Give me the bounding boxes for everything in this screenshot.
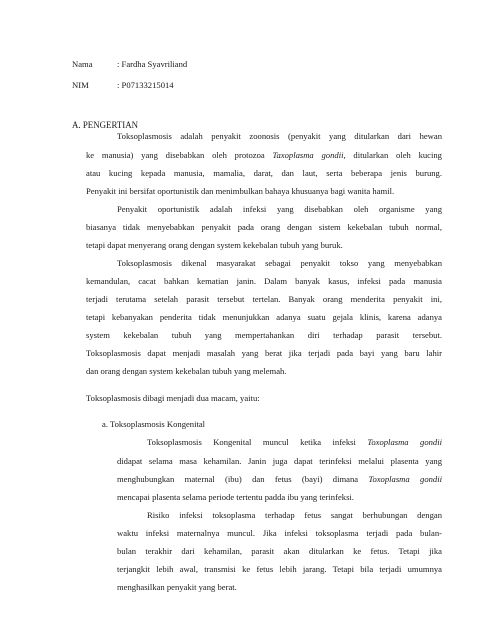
paragraph-line: Toksoplasmosis dikenal masyarakat sebagai penyakit tokso yang menyebabkan [117, 258, 442, 268]
paragraph-line: Toksoplasmosis dibagi menjadi dua macam, yaitu: [86, 393, 260, 403]
paragraph-line: terjangkit lebih awal, transmisi ke fetus lebih jarang. Tetapi bila terjadi umumnya [117, 564, 442, 574]
paragraph-line: menghubungkan maternal (ibu) dan fetus (bayi) dimana Toxoplasma gondii [117, 474, 442, 484]
paragraph-line: tetapi kebanyakan penderita tidak menunjukkan adanya suatu gejala klinis, karena adanya [86, 312, 442, 322]
paragraph-line: mencapai plasenta selama periode tertentu padda ibu yang terinfeksi. [117, 492, 354, 502]
nama-value: : Fardha Syavriliand [117, 59, 188, 69]
nim-value: : P07133215014 [117, 80, 174, 90]
paragraph-line: ke manusia) yang disebabkan oleh protozoa Taxoplasma gondii, ditularkan oleh kucing [86, 150, 442, 160]
paragraph-line: Penyakit ini bersifat oportunistik dan menimbulkan bahaya khusuanya bagi wanita hamil. [86, 186, 395, 196]
paragraph-line: Toksoplasmosis adalah penyakit zoonosis (penyakit yang ditularkan dari hewan [117, 131, 442, 141]
nim-label: NIM [72, 80, 89, 90]
italic-term: Taxoplasma gondii, [272, 150, 346, 160]
nama-label: Nama [72, 59, 93, 69]
paragraph-line: Penyakit oportunistik adalah infeksi yang disebabkan oleh organisme yang [117, 204, 442, 214]
paragraph-line: kemandulan, cacat bahkan kematian janin. Dalam banyak kasus, infeksi pada manusia [86, 276, 442, 286]
paragraph-line: waktu infeksi maternalnya muncul. Jika infeksi toksoplasma terjadi pada bulan- [117, 528, 442, 538]
italic-term: Toxoplasma gondii [368, 474, 442, 484]
paragraph-line: dan orang dengan system kekebalan tubuh yang melemah. [86, 366, 287, 376]
paragraph-line: atau kucing kepada manusia, mamalia, darat, dan laut, serta beberapa jenis burung. [86, 168, 442, 178]
paragraph-line: system kekebalan tubuh yang mempertahankan diri terhadap parasit tersebut. [86, 330, 442, 340]
subsection-heading: a. Toksoplasmosis Kongenital [102, 419, 206, 429]
paragraph-line: Toksoplasmosis Kongenital muncul ketika infeksi Toxoplasma gondii [147, 437, 442, 447]
paragraph-line: bulan terakhir dari kehamilan, parasit akan ditularkan ke fetus. Tetapi jika [117, 546, 442, 556]
paragraph-line: Risiko infeksi toksoplasma terhadap fetus sangat berhubungan dengan [147, 510, 442, 520]
paragraph-line: Toksoplasmosis dapat menjadi masalah yang berat jika terjadi pada bayi yang baru lahir [86, 348, 442, 358]
italic-term: Toxoplasma gondii [367, 437, 442, 447]
paragraph-line: tetapi dapat menyerang orang dengan system kekebalan tubuh yang buruk. [86, 240, 343, 250]
section-heading: A. PENGERTIAN [72, 120, 139, 130]
paragraph-line: menghasilkan penyakit yang berat. [117, 582, 237, 592]
paragraph-line: didapat selama masa kehamilan. Janin juga dapat terinfeksi melalui plasenta yang [117, 456, 442, 466]
paragraph-line: terjadi terutama setelah parasit tersebut tertelan. Banyak orang menderita penyakit ini, [86, 294, 442, 304]
paragraph-line: biasanya tidak menyebabkan penyakit pada orang dengan sistem kekebalan tubuh normal, [86, 222, 442, 232]
